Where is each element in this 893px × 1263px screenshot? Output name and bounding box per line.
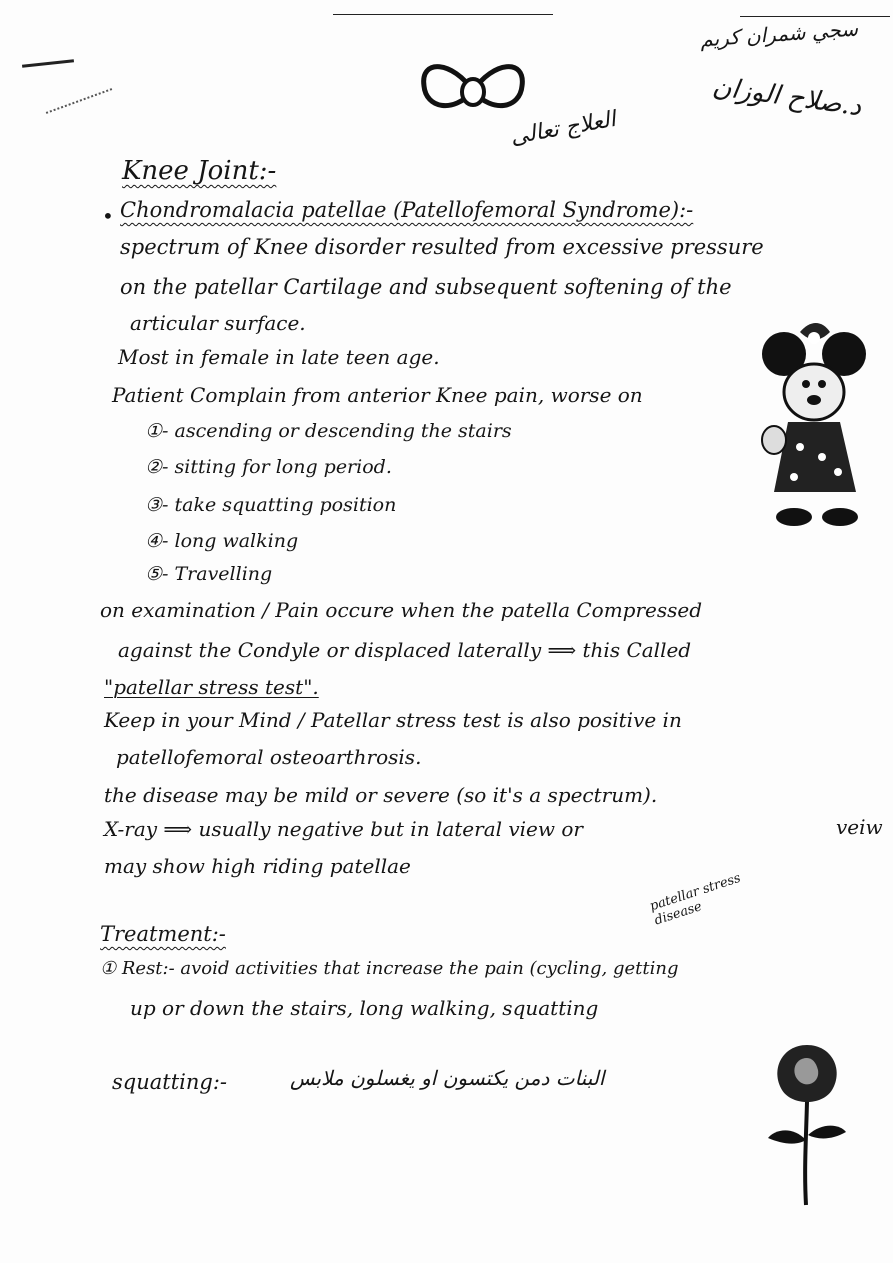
body-line: Patient Complain from anterior Knee pain, worse on [112, 383, 643, 407]
list-item: ③- take squatting position [145, 494, 397, 516]
page-title: Knee Joint:- [122, 156, 277, 186]
margin-dash [22, 59, 74, 67]
bow-icon [418, 56, 528, 126]
body-line: the disease may be mild or severe (so it's a spectrum). [104, 783, 658, 807]
list-item: ②- sitting for long period. [145, 456, 392, 478]
top-rule [333, 14, 553, 15]
rose-icon [762, 1040, 852, 1210]
list-item: ①- ascending or descending the stairs [145, 420, 512, 442]
section-heading: Chondromalacia patellae (Patellofemoral Syndrome):- [120, 198, 694, 222]
margin-note: patellar stress disease [648, 870, 743, 929]
treatment-item: ① Rest:- avoid activities that increase the pain (cycling, getting [100, 958, 679, 979]
body-line: on examination / Pain occure when the patella Compressed [100, 598, 703, 622]
arabic-basmala: العلاج تعالى [508, 106, 618, 151]
list-item: ④- long walking [145, 530, 299, 552]
minnie-mouse-icon [760, 322, 870, 532]
body-line: may show high riding patellae [104, 854, 411, 878]
body-line: against the Condyle or displaced laterally ⟹ this Called [118, 638, 692, 662]
body-line: X-ray ⟹ usually negative but in lateral view or [104, 817, 583, 841]
arabic-name: سجي شمران كريم [699, 16, 859, 52]
bullet-icon: • [102, 204, 114, 228]
veiw-note: veiw [836, 815, 883, 839]
margin-dots [46, 88, 112, 114]
body-line: spectrum of Knee disorder resulted from excessive pressure [120, 235, 764, 259]
squatting-arabic: البنات دمن يكتسون او يغسلون ملابس [290, 1066, 605, 1090]
top-rule-right [740, 16, 890, 17]
squatting-label: squatting:- [112, 1070, 227, 1094]
treatment-heading: Treatment:- [100, 922, 226, 946]
body-line: Keep in your Mind / Patellar stress test is also positive in [104, 708, 682, 732]
treatment-item: up or down the stairs, long walking, squatting [130, 996, 599, 1020]
list-item: ⑤- Travelling [145, 563, 273, 585]
body-line: articular surface. [130, 311, 306, 335]
arabic-doctor: د.صلاح الوزان [710, 71, 864, 123]
body-line: on the patellar Cartilage and subsequent softening of the [120, 275, 732, 299]
body-line: patellofemoral osteoarthrosis. [116, 745, 422, 769]
body-line: "patellar stress test". [104, 675, 319, 699]
body-line: Most in female in late teen age. [118, 345, 440, 369]
